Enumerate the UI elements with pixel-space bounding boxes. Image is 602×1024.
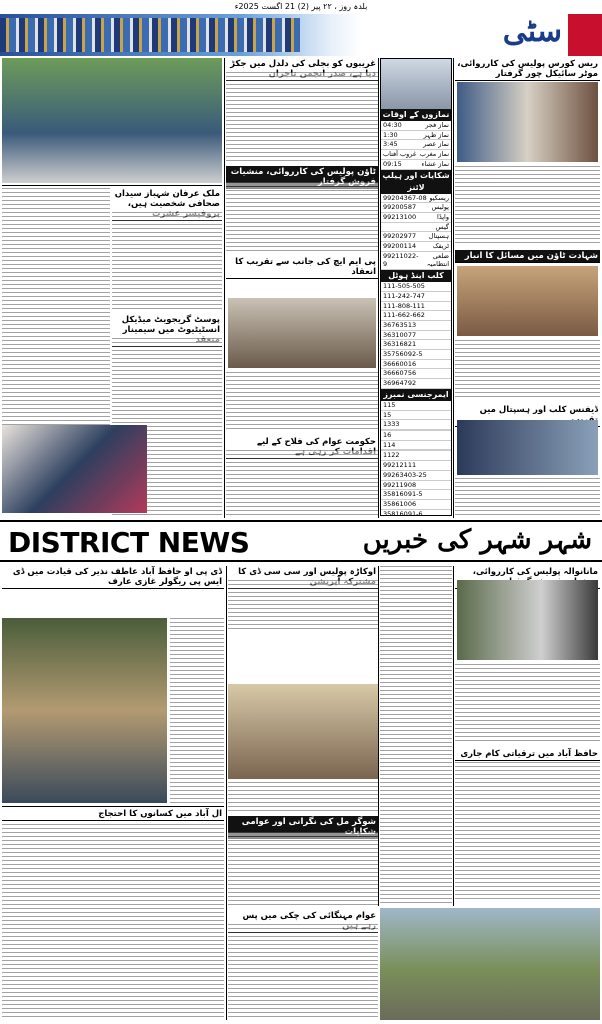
phones-row — [381, 252, 451, 270]
clubs-row — [381, 360, 451, 370]
prayers-value: 1:30 — [383, 130, 398, 139]
phones-value: 99211022-9 — [383, 251, 419, 269]
dateline: بلدہ روز ، ۲۲ پیر (2) 21 اگست 2025ء — [234, 2, 368, 11]
prayers-label: نماز عصر — [423, 140, 449, 149]
clubs-row — [381, 311, 451, 321]
phones-label: ریسکیو — [429, 193, 449, 202]
emergency-value: 35816091-6 — [383, 509, 423, 516]
ceremony-photo — [457, 420, 598, 475]
article-headline: حکومت عوام کی فلاح کے لیے — [226, 436, 378, 459]
emergency-row — [381, 471, 451, 481]
article-headline: ال آباد میں کسانوں کا احتجاج — [2, 808, 224, 821]
prayers-value: 3:45 — [383, 140, 398, 149]
article-headline: ڈیفنس کلب اور ہسپتال میں — [455, 404, 600, 427]
emergency-value: 99212111 — [383, 461, 417, 470]
clubs-value: 36763513 — [383, 320, 417, 329]
clubs-value: 36316821 — [383, 340, 417, 349]
clubs-row — [381, 379, 451, 389]
article-bottom-2 — [2, 808, 224, 1020]
prayers-row — [381, 160, 451, 170]
phones-label: ہسپتال — [428, 232, 449, 241]
article-headline: ملک عرفان شہباز سیداں صحافی شخصیت ہیں، — [112, 188, 222, 221]
emergency-title: ایمرجنسی نمبرز — [381, 389, 451, 401]
district-news-urdu: شہر شہر کی خبریں — [362, 525, 592, 555]
prayers-row — [381, 121, 451, 131]
emergency-row — [381, 411, 451, 421]
meeting-photo — [228, 684, 378, 779]
mosque-image — [381, 59, 451, 109]
prayers-label: نماز فجر — [425, 121, 449, 129]
article-col-3 — [226, 58, 378, 516]
office-photo — [457, 266, 598, 336]
article-headline: عوام مہنگائی کی چکی میں پس — [228, 910, 378, 933]
clubs-row — [381, 321, 451, 331]
phones-row — [381, 242, 451, 252]
phones-row — [381, 213, 451, 223]
emergency-value: 1333 — [383, 420, 400, 429]
clubs-row — [381, 340, 451, 350]
article-headline: غریبوں کو بجلی کی دلدل میں جکڑ — [226, 58, 378, 81]
emergency-value: 114 — [383, 440, 396, 449]
clubs-value: 36660016 — [383, 359, 417, 368]
emergency-value: 115 — [383, 400, 396, 409]
emergency-value: 15 — [383, 410, 392, 419]
emergency-row — [381, 490, 451, 500]
phones-row — [381, 194, 451, 204]
phones-value: 99204367-08 — [383, 193, 427, 202]
prayers-value: 04:30 — [383, 121, 402, 129]
masthead-accent — [568, 14, 602, 56]
article-headline: پی ایم ایچ کی جانب سے تقریب کا انعقاد — [226, 256, 378, 279]
emergency-value: 16 — [383, 430, 392, 439]
clubs-value: 111-242-747 — [383, 291, 425, 300]
prayers-label: نماز مغرب — [419, 150, 449, 159]
article-bottom-narrow — [380, 566, 452, 906]
construction-photo — [380, 908, 600, 1020]
clubs-value: 35756092-5 — [383, 350, 423, 359]
clubs-value: 111-662-662 — [383, 311, 425, 320]
emergency-value: 35861006 — [383, 499, 417, 508]
clubs-value: 111-505-505 — [383, 282, 425, 291]
article-bottom-right — [455, 566, 600, 900]
emergency-row — [381, 451, 451, 461]
emergency-value: 99211908 — [383, 480, 417, 489]
event-photo — [2, 425, 147, 513]
article-bottom-1 — [2, 566, 224, 806]
article-headline: شہادت ٹاؤن میں مسائل کا انبار — [455, 250, 600, 263]
clubs-row — [381, 292, 451, 302]
rally-photo — [2, 58, 222, 183]
emergency-value: 99263403-25 — [383, 470, 427, 479]
article-headline: مانانوالہ پولیس کی کارروائی، — [455, 566, 600, 589]
prayers-row — [381, 140, 451, 150]
clubs-row — [381, 369, 451, 379]
emergency-row — [381, 431, 451, 441]
phones-value: 99202977 — [383, 232, 417, 241]
phones-title: شکایات اور ہیلپ لائنز — [382, 170, 450, 192]
phones-label: ٹریفک — [432, 242, 449, 251]
article-headline: ڈی پی او حافظ آباد عاطف نذیر کی قیادت میں ڈی ایس پی ریگولر غازی عارف — [2, 566, 224, 589]
clubs-row — [381, 302, 451, 312]
clubs-row — [381, 282, 451, 292]
article-headline: اوکاڑہ پولیس اور سی سی ڈی کا — [228, 566, 378, 589]
article-headline: ریس کورس پولیس کی کارروائی، موٹر سائیکل چور گرفتار — [455, 58, 600, 81]
clubs-value: 36964792 — [383, 379, 417, 388]
phones-label: واپڈا — [437, 212, 449, 221]
prayers-row — [381, 150, 451, 160]
club-title: کلب اینڈ ہوٹل — [381, 270, 451, 282]
emergency-value: 1122 — [383, 451, 400, 460]
phones-label: ضلعی انتظامیہ — [426, 251, 449, 269]
emergency-row — [381, 500, 451, 510]
arrest-photo-2 — [457, 580, 598, 660]
article-headline: شوگر مل کی نگرانی اور عوامی — [228, 816, 378, 839]
phones-value: 99200114 — [383, 242, 417, 251]
phones-label: پولیس — [431, 203, 449, 212]
clubs-value: 111-808-111 — [383, 301, 425, 310]
article-headline: حافظ آباد میں ترقیاتی کام جاری — [455, 748, 600, 761]
emergency-value: 35816091-5 — [383, 490, 423, 499]
arrest-photo — [457, 82, 598, 162]
emergency-row — [381, 401, 451, 411]
emergency-row — [381, 461, 451, 471]
district-news-english: DISTRICT NEWS — [8, 526, 250, 559]
prayers-row — [381, 131, 451, 141]
article-headline: ٹاؤن پولیس کی کارروائی، منشیات — [226, 166, 378, 189]
emergency-row — [381, 510, 451, 516]
article-headline: پوسٹ گریجویٹ میڈیکل انسٹیٹیوٹ میں سیمینار — [112, 314, 222, 347]
prayer-times-title: نمازوں کے اوقات — [382, 110, 450, 119]
phones-row — [381, 203, 451, 213]
masthead — [0, 14, 602, 56]
clubs-row — [381, 350, 451, 360]
district-news-banner — [0, 520, 602, 562]
club-table — [381, 282, 451, 389]
masthead-title: سٹی — [502, 14, 562, 49]
police-officers-photo — [2, 618, 167, 803]
article-bottom-mid — [228, 566, 378, 1020]
phones-table — [381, 194, 451, 271]
emergency-row — [381, 481, 451, 491]
clubs-value: 36310077 — [383, 330, 417, 339]
phones-row — [381, 223, 451, 233]
emergency-table — [381, 401, 451, 516]
prayers-value: غروب آفتاب — [383, 150, 417, 159]
phones-value: 99213100 — [383, 212, 417, 221]
prayer-times-table — [381, 121, 451, 170]
phones-label: گیس — [435, 222, 449, 231]
emergency-row — [381, 441, 451, 451]
prayers-label: نماز ظہر — [423, 130, 449, 139]
phones-value: 99200587 — [383, 203, 417, 212]
prayers-label: نماز عشاء — [421, 159, 449, 168]
masthead-cityscape-image — [0, 18, 300, 52]
clubs-value: 36660756 — [383, 369, 417, 378]
emergency-row — [381, 420, 451, 430]
info-column — [380, 58, 452, 516]
prayers-value: 09:15 — [383, 159, 402, 168]
group-photo — [228, 298, 376, 368]
clubs-row — [381, 331, 451, 341]
phones-row — [381, 232, 451, 242]
article-col-right — [455, 58, 600, 516]
